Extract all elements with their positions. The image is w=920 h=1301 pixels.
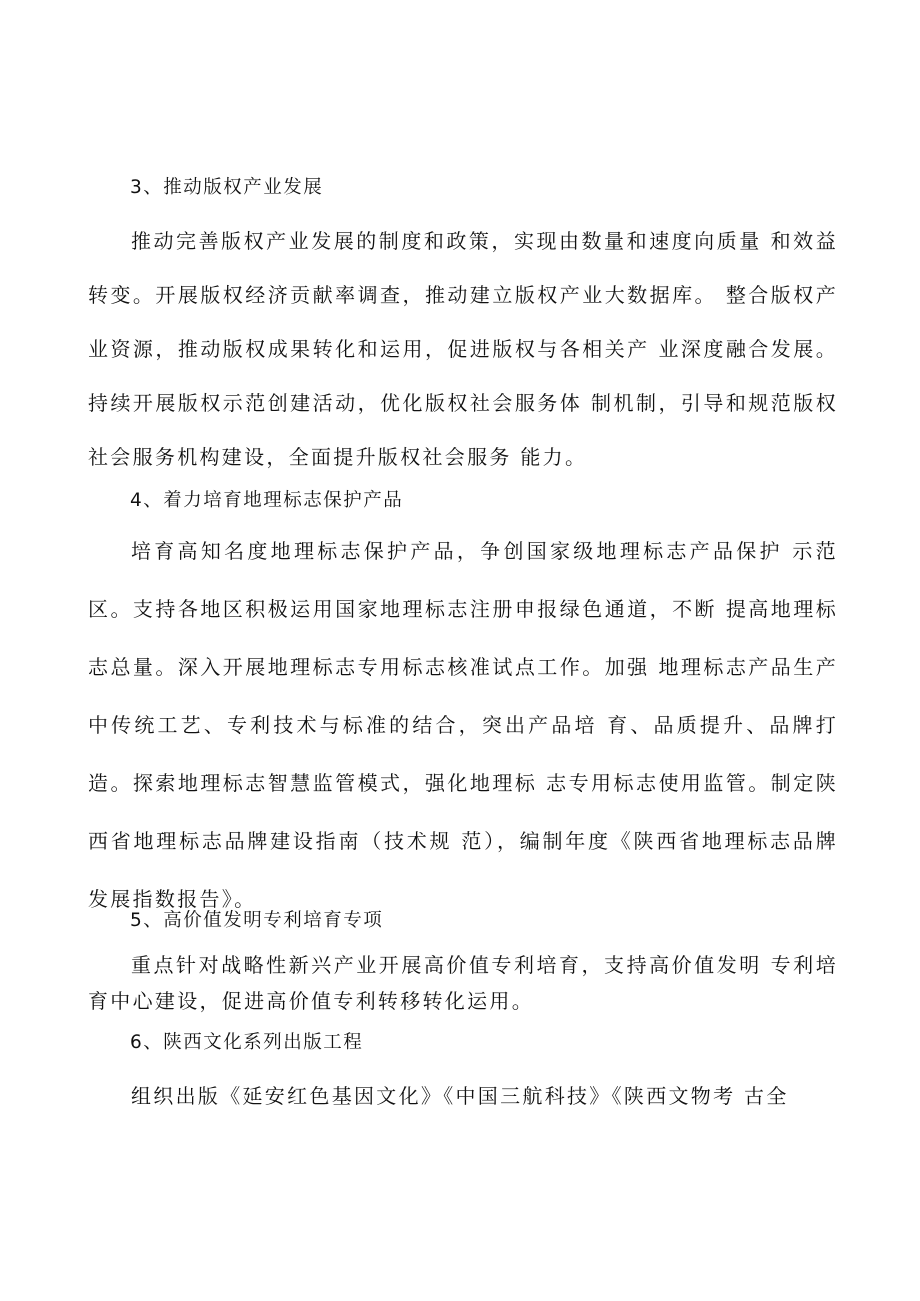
- paragraph-shaanxi-culture-publishing: 组织出版《延安红色基因文化》《中国三航科技》《陕西文物考 古全: [131, 1084, 789, 1108]
- section-heading-high-value-patent: 5、高价值发明专利培育专项: [130, 910, 384, 931]
- section-heading-copyright-industry: 3、推动版权产业发展: [130, 177, 324, 198]
- section-heading-shaanxi-culture-publishing: 6、陕西文化系列出版工程: [130, 1032, 364, 1053]
- paragraph-copyright-industry: 推动完善版权产业发展的制度和政策，实现由数量和速度向质量 和效益转变。开展版权经济贡献率调查，推动建立版权产业大数据库。 整合版权产业资源，推动版权成果转化和运用，促进版权与各相关产 业深度融合发展。持续开展版权示范创建活动，优化版权社会服务体 制机制，引导和规范版权社会服务机构建设，全面提升版权社会服务 能力。: [88, 229, 838, 469]
- paragraph-high-value-patent: 重点针对战略性新兴产业开展高价值专利培育，支持高价值发明 专利培育中心建设，促进高价值专利转移转化运用。: [88, 953, 838, 1013]
- section-heading-geographical-indication: 4、着力培育地理标志保护产品: [130, 490, 404, 511]
- paragraph-geographical-indication: 培育高知名度地理标志保护产品，争创国家级地理标志产品保护 示范区。支持各地区积极运用国家地理标志注册申报绿色通道，不断 提高地理标志总量。深入开展地理标志专用标志核准试点工作。加强 地理标志产品生产中传统工艺、专利技术与标准的结合，突出产品培 育、品质提升、品牌打造。探索地理标志智慧监管模式，强化地理标 志专用标志使用监管。制定陕西省地理标志品牌建设指南（技术规 范），编制年度《陕西省地理标志品牌发展指数报告》。: [88, 539, 838, 911]
